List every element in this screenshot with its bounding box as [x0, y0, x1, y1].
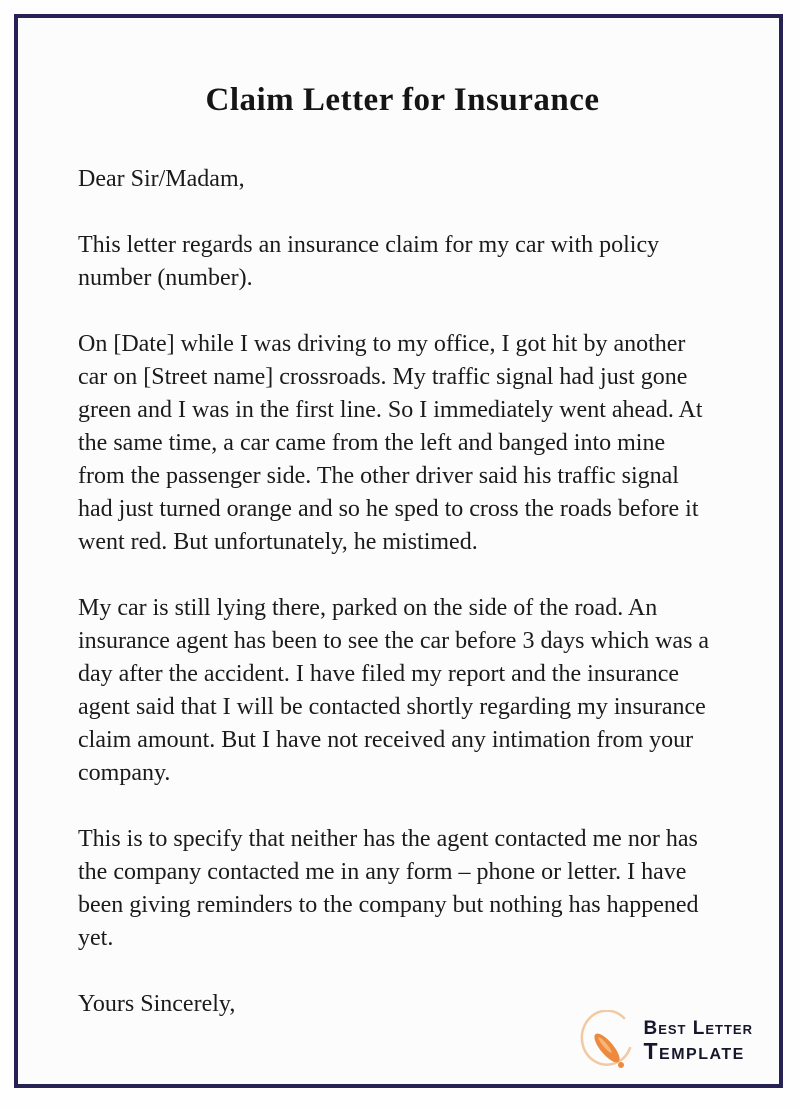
- paragraph-agent-visit: My car is still lying there, parked on the side of the road. An insurance agent has been to see the car before 3 days which was a day after the accident. I have filed my report and the insurance agent said that I will be contacted shortly regarding my insurance claim amount. But I have not received any intimation from your company.: [78, 595, 710, 786]
- salutation: Dear Sir/Madam,: [78, 166, 245, 192]
- brand-logo: [580, 1010, 753, 1072]
- pen-swoosh-icon: [580, 1010, 638, 1072]
- letter-border-frame: [14, 14, 783, 1088]
- brand-logo-text: [643, 1019, 753, 1063]
- letter-body: [18, 18, 779, 1021]
- paragraph-claim-intro: This letter regards an insurance claim for my car with policy number (number).: [78, 232, 660, 291]
- paragraph-accident-description: On [Date] while I was driving to my office, I got hit by another car on [Street name] crossroads. My traffic signal had just gone green and I was in the first line. So I immediately went ahead. At the same time, a car came from the left and banged into mine from the passenger side. The other driver said his traffic signal had just turned orange and so he sped to cross the roads before it went red. But unfortunately, he mistimed.: [78, 331, 703, 555]
- paragraph-no-contact: This is to specify that neither has the agent contacted me nor has the company contacted me in any form – phone or letter. I have been giving reminders to the company but nothing has happened yet.: [78, 826, 699, 951]
- brand-logo-line1: Best Letter: [643, 1017, 753, 1039]
- closing-signoff: Yours Sincerely,: [78, 991, 236, 1017]
- brand-logo-line2: Template: [643, 1037, 745, 1064]
- letter-title: Claim Letter for Insurance: [205, 82, 600, 118]
